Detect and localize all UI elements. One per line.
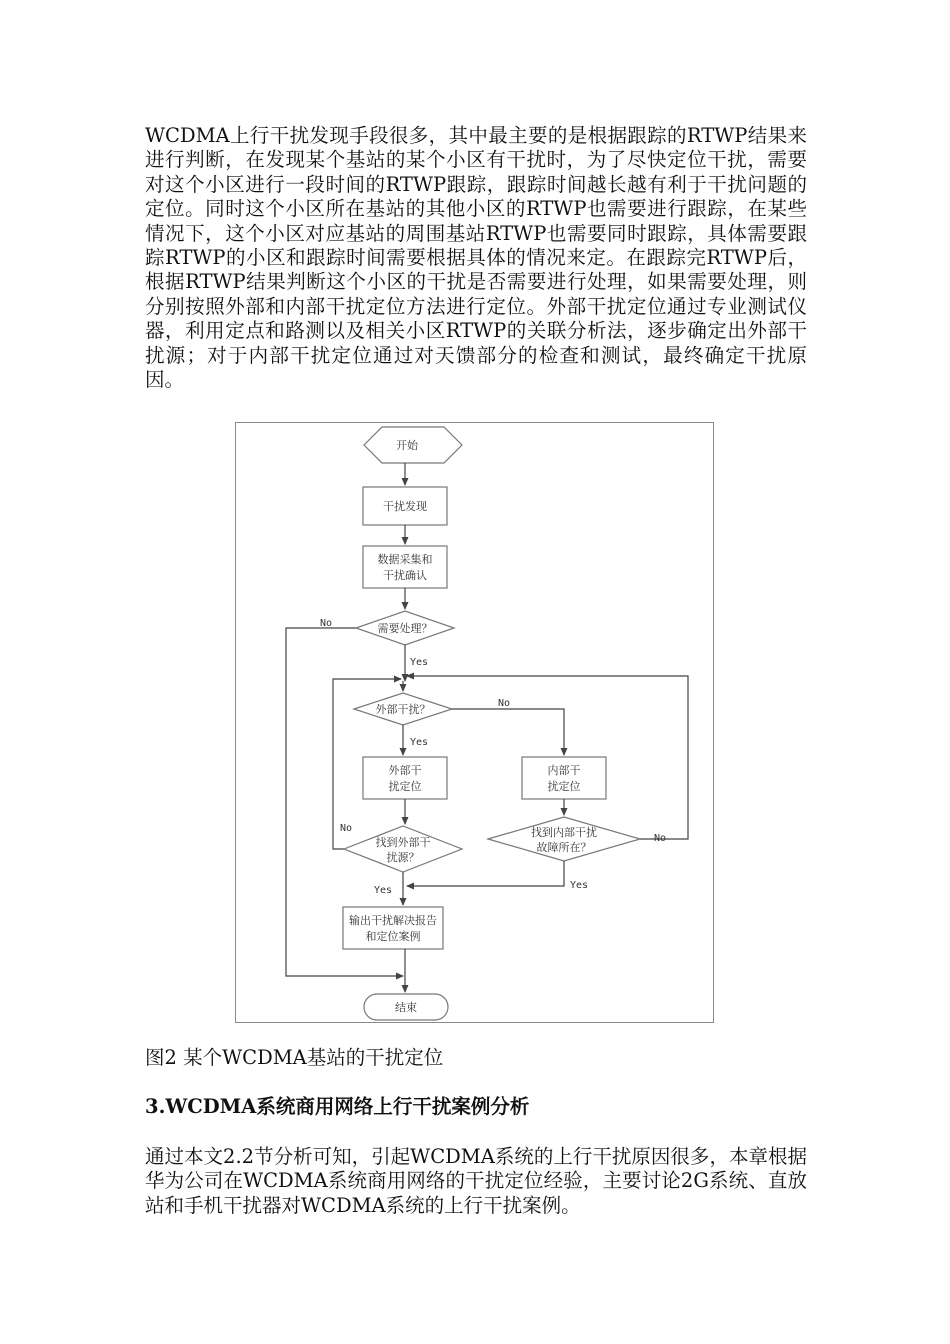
found-external-label-1: 找到外部干	[375, 836, 431, 849]
label-external-no: No	[498, 698, 511, 709]
internal-locate-label-1: 内部干	[547, 764, 581, 777]
found-external-diamond	[344, 826, 462, 872]
discover-label: 干扰发现	[383, 500, 427, 513]
found-internal-diamond	[488, 817, 640, 861]
start-label: 开始	[396, 439, 418, 452]
figure-caption: 图2 某个WCDMA基站的干扰定位	[145, 1046, 444, 1069]
label-need-yes: Yes	[410, 657, 429, 668]
section-heading: 3.WCDMA系统商用网络上行干扰案例分析	[145, 1095, 530, 1118]
found-internal-label-1: 找到内部干扰	[531, 826, 597, 839]
arrow-found-internal-yes	[407, 861, 564, 886]
interference-location-flowchart	[235, 422, 714, 1023]
external-locate-label-2: 扰定位	[388, 780, 422, 793]
label-found-external-yes: Yes	[374, 885, 393, 896]
found-internal-label-2: 故障所在？	[536, 841, 592, 854]
label-found-internal-yes: Yes	[570, 880, 589, 891]
end-label: 结束	[395, 1001, 417, 1014]
flowchart-svg	[236, 423, 715, 1024]
found-external-label-2: 扰源？	[386, 851, 420, 864]
external-locate-label-1: 外部干	[388, 764, 422, 777]
intro-paragraph: WCDMA上行干扰发现手段很多，其中最主要的是根据跟踪的RTWP结果来进行判断，在发现某个基站的某个小区有干扰时，为了尽快定位干扰，需要对这个小区进行一段时间的RTWP跟踪，跟踪时间越长越有利于干扰问题的定位。同时这个小区所在基站的其他小区的RTWP也需要进行跟踪，在某些情况下，这个小区对应基站的周围基站RTWP也需要同时跟踪，具体需要跟踪RTWP的小区和跟踪时间需要根据具体的情况来定。在跟踪完RTWP后，根据RTWP结果判断这个小区的干扰是否需要进行处理，如果需要处理，则分别按照外部和内部干扰定位方法进行定位。外部干扰定位通过专业测试仪器，利用定点和路测以及相关小区RTWP的关联分析法，逐步确定出外部干扰源；对于内部干扰定位通过对天馈部分的检查和测试，最终确定干扰原因。	[145, 124, 807, 392]
label-need-no: No	[320, 618, 333, 629]
collect-label-1: 数据采集和	[377, 553, 433, 566]
internal-locate-label-2: 扰定位	[547, 780, 581, 793]
output-label-1: 输出干扰解决报告	[349, 914, 437, 927]
need-process-label: 需要处理？	[377, 622, 433, 635]
label-found-external-no: No	[340, 823, 353, 834]
output-label-2: 和定位案例	[365, 930, 421, 943]
label-external-yes: Yes	[410, 737, 429, 748]
arrow-external-no	[452, 709, 564, 755]
section-paragraph: 通过本文2.2节分析可知，引起WCDMA系统的上行干扰原因很多，本章根据华为公司在WCDMA系统商用网络的干扰定位经验，主要讨论2G系统、直放站和手机干扰器对WCDMA系统的上行干扰案例。	[145, 1145, 807, 1217]
external-question-label: 外部干扰？	[375, 703, 431, 716]
label-found-internal-no: No	[654, 833, 667, 844]
collect-label-2: 干扰确认	[383, 569, 427, 582]
